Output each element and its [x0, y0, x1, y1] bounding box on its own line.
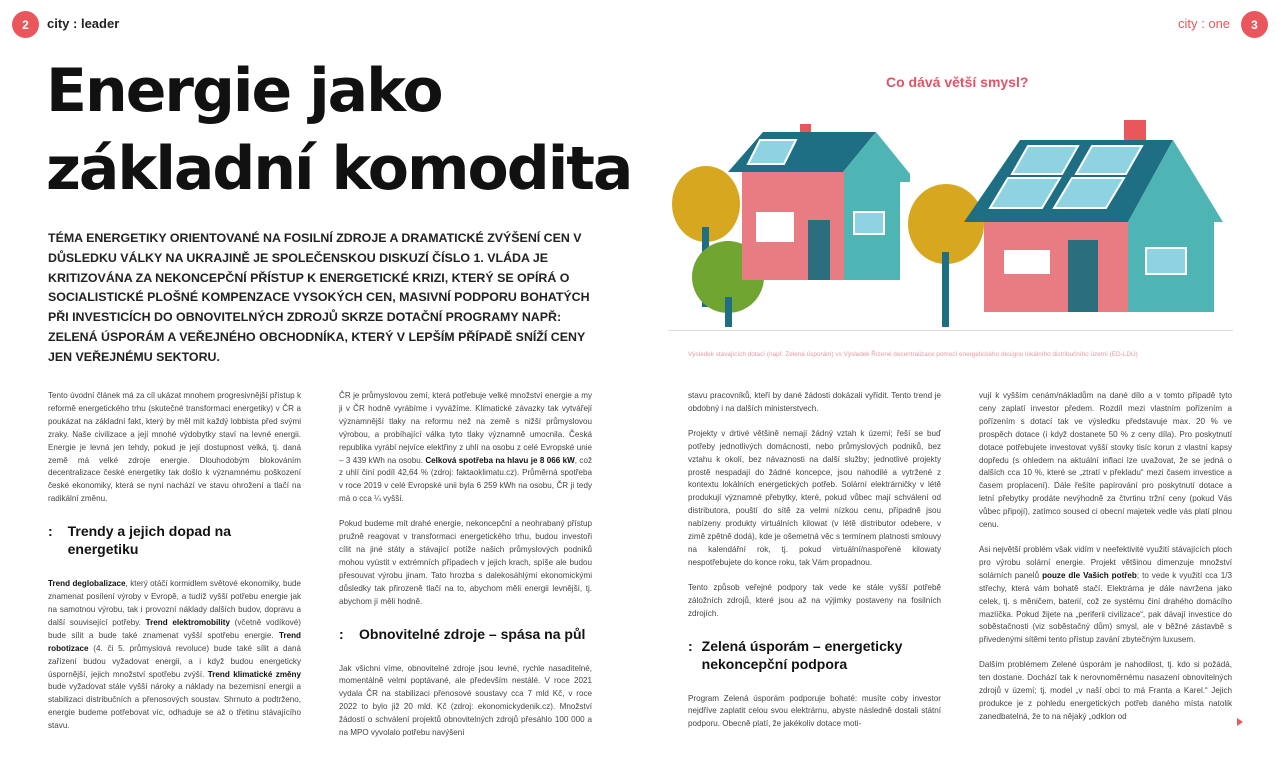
houses-illustration — [668, 112, 1233, 337]
title-line-1: Energie jako — [46, 56, 442, 126]
subheading-trends: : Trendy a jejich dopad na energetiku — [48, 523, 231, 558]
subheading-green-savings: : Zelená úsporám – energeticky nekoncepční podpora — [688, 637, 903, 672]
paragraph: Dalším problémem Zelené úsporám je nahodilost, tj. kdo si požádá, ten dostane. Dochází tak k nerovnoměrnému nasazení obnovitelných zdrojů v území; tj. model „v naší obci to má Franta a Karel.“ Jejich produkce je z pohledu energetických potřeb daného místa natolik zanedbatelná, že to na nějaký „odklon od — [979, 660, 1232, 721]
window-right — [1004, 250, 1050, 274]
figure-heading: Co dává větší smysl? — [886, 74, 1029, 90]
door-left — [808, 220, 830, 280]
paragraph: Pokud budeme mít drahé energie, nekoncepční a neohrabaný přístup pružně reagovat v transformaci energetického trhu, budou investoři cílit na jiné státy a stávající potíže našich průmyslových podniků mohou vyústit v extrémních případech v jejich krach, spíše ale budou přesouvat výrobu jinam. Tato hrozba s dalekosáhlými ekonomickými důsledky tak přirozeně tlačí na to, abychom měli energii levnější, tj. abychom jí měli hodně. — [339, 519, 592, 606]
page-number-left: 2 — [12, 11, 39, 38]
page-number-right: 3 — [1241, 11, 1268, 38]
subheading-renewables: : Obnovitelné zdroje – spása na půl — [339, 625, 586, 642]
continue-arrow-icon — [1237, 718, 1243, 726]
text-column-2 — [339, 390, 592, 752]
house-decentralized — [908, 120, 1223, 327]
paragraph: Tento způsob veřejné podpory tak vede ke stále vyšší potřebě záložních zdrojů, které jsou až na výjimky postaveny na fosilních zdrojích. — [688, 582, 941, 618]
paragraph: vují k vyšším cenám/nákladům na dané dílo a v tomto případě tyto ceny zaplatí investor předem. Rozdíl mezi vlastním pořízením a pořízením s dotací tak ve výsledku představuje max. 20 % ve prospěch dotace (i když dostanete 50 % z ceny díla). Pro poskytnutí dotace potřebujete investovat vyšší stovky tisíc korun z vlastní kapsy dopředu (s ohledem na aktuální inflaci lze uvažovat, že se jedná o dalších cca 10 %, které se „ztratí v překladu“ mezi časem investice a časem proplacení). Dále řešíte papírování pro poskytnutí dotace a letní přebytky prodáte nevýhodně za čtvrtinu tržní ceny (pokud Vás vůbec připojí), zatímco soused ci obecní majetek vedle vás platí plnou cenu. — [979, 391, 1232, 530]
house-current-subsidy — [672, 124, 910, 327]
paragraph: ČR je průmyslovou zemí, která potřebuje velké množství energie a my ji v ČR hodně vyrábíme i vyvážíme. Klimatické závazky tak vytvářejí významnější tlaky na reformu než na země s nižší průmyslovou výrobou, a probíhající válka tyto tlaky významně umocnila. Česká republika vyrábí nejvíce elektřiny z uhlí na osobu z celé Evropské unie – 3 439 kWh na osobu. Celková spotřeba na hlavu je 8 066 kW, což z uhlí činí podíl 42,64 % (zdroj: faktaoklimatu.cz). Průměrná spotřeba v roce 2019 v celé Evropské unii byla 6 259 kWh na osobu, ČR ji tedy má o cca ¼ vyšší. — [339, 391, 592, 504]
article-title — [46, 52, 631, 208]
paragraph: Program Zelená úsporám podporuje bohaté: musíte coby investor nejdříve zaplatit celou svou elektrárnu, abyste následně dostali státní podporu. Obecně platí, že jakékoliv dotace moti- — [688, 693, 941, 729]
paragraph: Jak všichni víme, obnovitelné zdroje jsou levné, rychle nasaditelné, momentálně velmi poptávané, ale především nestálé. V roce 2021 vydala ČR na stabilizaci přenosové soustavy cca 7 mld Kč, v roce 2022 to bylo již 20 mld. Kč (zdroj: ekonomickydenik.cz). Množství žádostí o schválení projektů obnovitelných zdrojů přesáhlo 100 000 a na MPO vyvolalo potřebu navýšení — [339, 663, 592, 738]
title-line-2: základní komodita — [46, 134, 632, 204]
window-left — [756, 212, 794, 242]
paragraph: Tento úvodní článek má za cíl ukázat mnohem progresivnější přístup k reformě energetického trhu (skutečné transformaci energetiky) v ČR a poukázat na základní fakt, který by měl mít každý lobbista před svými zraky. Naše civilizace a její mnohé výdobytky staví na levné energii. Energie je levná jen tehdy, pokud je její dostupnost velká, tj. daná země má velké zdroje energie. Dlouhodobým blokováním decentralizace české energetiky tak došlo k významnému poškození české ekonomiky, která se nyní nachází ve stavu ohrožení a tlačí na radikální změnu. — [48, 391, 301, 504]
door-right — [1068, 240, 1098, 312]
text-column-3 — [688, 390, 941, 743]
text-column-1 — [48, 390, 301, 745]
paragraph: Trend deglobalizace, který otáčí kormidlem světové ekonomiky, bude znamenat posílení výroby v Evropě, a tudíž vyšší potřebu energie jak na samotnou výrobu, tak i provozní náklady dalších budov, dopravu a další související potřeby. Trend elektromobility (včetně vodíkové) bude sílit a bude také znamenat vyšší spotřebu energie. Trend robotizace (4. či 5. průmyslová revoluce) bude také sílit a daná zařízení budou vyžadovat energii, a i když budou energeticky úspornější, jejich množství spotřebu zvýší. Trend klimatické změny bude vyžadovat stále vyšší nároky a náklady na bezemisní energii a stabilizaci distribučních a přenosových soustav. Shrnuto a podtrženo, energie budeme potřebovat víc, odhaduje se až o třetinu stávajícího stavu. — [48, 579, 301, 731]
section-label-right: city : one — [1178, 16, 1231, 31]
paragraph: Projekty v drtivé většině nemají žádný vztah k území; řeší se buď potřeby jednotlivých domácností, nebo průmyslových podniků, bez vztahu k okolí, bez návaznosti na další služby; jednotlivé projekty prostě nespadají do žádné koncepce, jsou nahodilé a vytržené z kontextu lokálních energetických potřeb. Solární elektrárničky v létě produkují významné přebytky, které, pokud vůbec mají schválení od distributora, pouští do sítě za velmi nízkou cenu, případně jsou nabízeny produkty virtuálních kilowat (v létě distributor odebere, v zimě zpětně dodá), kde je ošemetná věc s termínem platnosti smlouvy na kalendářní rok, tj. pokud virtuální/naspořené kilowaty nespotřebujete do konce roku, tak Vám propadnou. — [688, 428, 941, 567]
text-column-4 — [979, 390, 1232, 736]
paragraph: stavu pracovníků, kteří by dané žádosti dokázali vyřídit. Tento trend je obdobný i na dalších ministerstvech. — [688, 391, 941, 413]
figure-caption: Výsledek stávajících dotací (např. Zelená úsporám) vs Výsledek Řízené decentralizace pomocí energetického designu lokálního distribučního území (ED-LDÚ) — [688, 351, 1138, 358]
chimney-right — [1124, 120, 1146, 142]
paragraph: Asi největší problém však vidím v neefektivité využití stávajících ploch pro výrobu solární energie. Projekt většinou dimenzuje množství solárních panelů pouze dle Vašich potřeb; to vede k využití cca 1/3 střechy, která vám bohatě stačí. Elektrárna je dále navržena jako celek, tj. s měničem, baterií, což ze systému činí drahého domácího mazlíčka. Pokud žijete na „periferii civilizace“, pak dávají investice do soběstačnosti (viz soběstačný dům) smysl, ale v běžné zástavbě s přivedenými sítěmi tento přístup zavání zbytečným luxusem. — [979, 544, 1232, 645]
article-lead: TÉMA ENERGETIKY ORIENTOVANÉ NA FOSILNÍ ZDROJE A DRAMATICKÉ ZVÝŠENÍ CEN V DŮSLEDKU VÁLKY NA UKRAJINĚ JE SPOLEČENSKOU DISKUZÍ ČÍSLO 1. VLÁDA JE KRITIZOVÁNA ZA NEKONCEPČNÍ PŘÍSTUP K ENERGETICKÉ KRIZI, KTERÝ SE OPÍRÁ O SOCIALISTICKÉ PLOŠNÉ KOMPENZACE VYSOKÝCH CEN, MASIVNÍ PODPORU BOHATÝCH PŘI INVESTICÍCH DO OBNOVITELNÝCH ZDROJŮ SKRZE DOTAČNÍ PROGRAMY NAPŘ: ZELENÁ ÚSPORÁM A VEŘEJNÉHO OBCHODNÍKA, KTERÝ V LEPŠÍM PŘÍPADĚ SNÍŽÍ CENY JEN VEŘEJNÉMU SEKTORU. — [48, 231, 590, 364]
section-label-left: city : leader — [47, 16, 120, 31]
